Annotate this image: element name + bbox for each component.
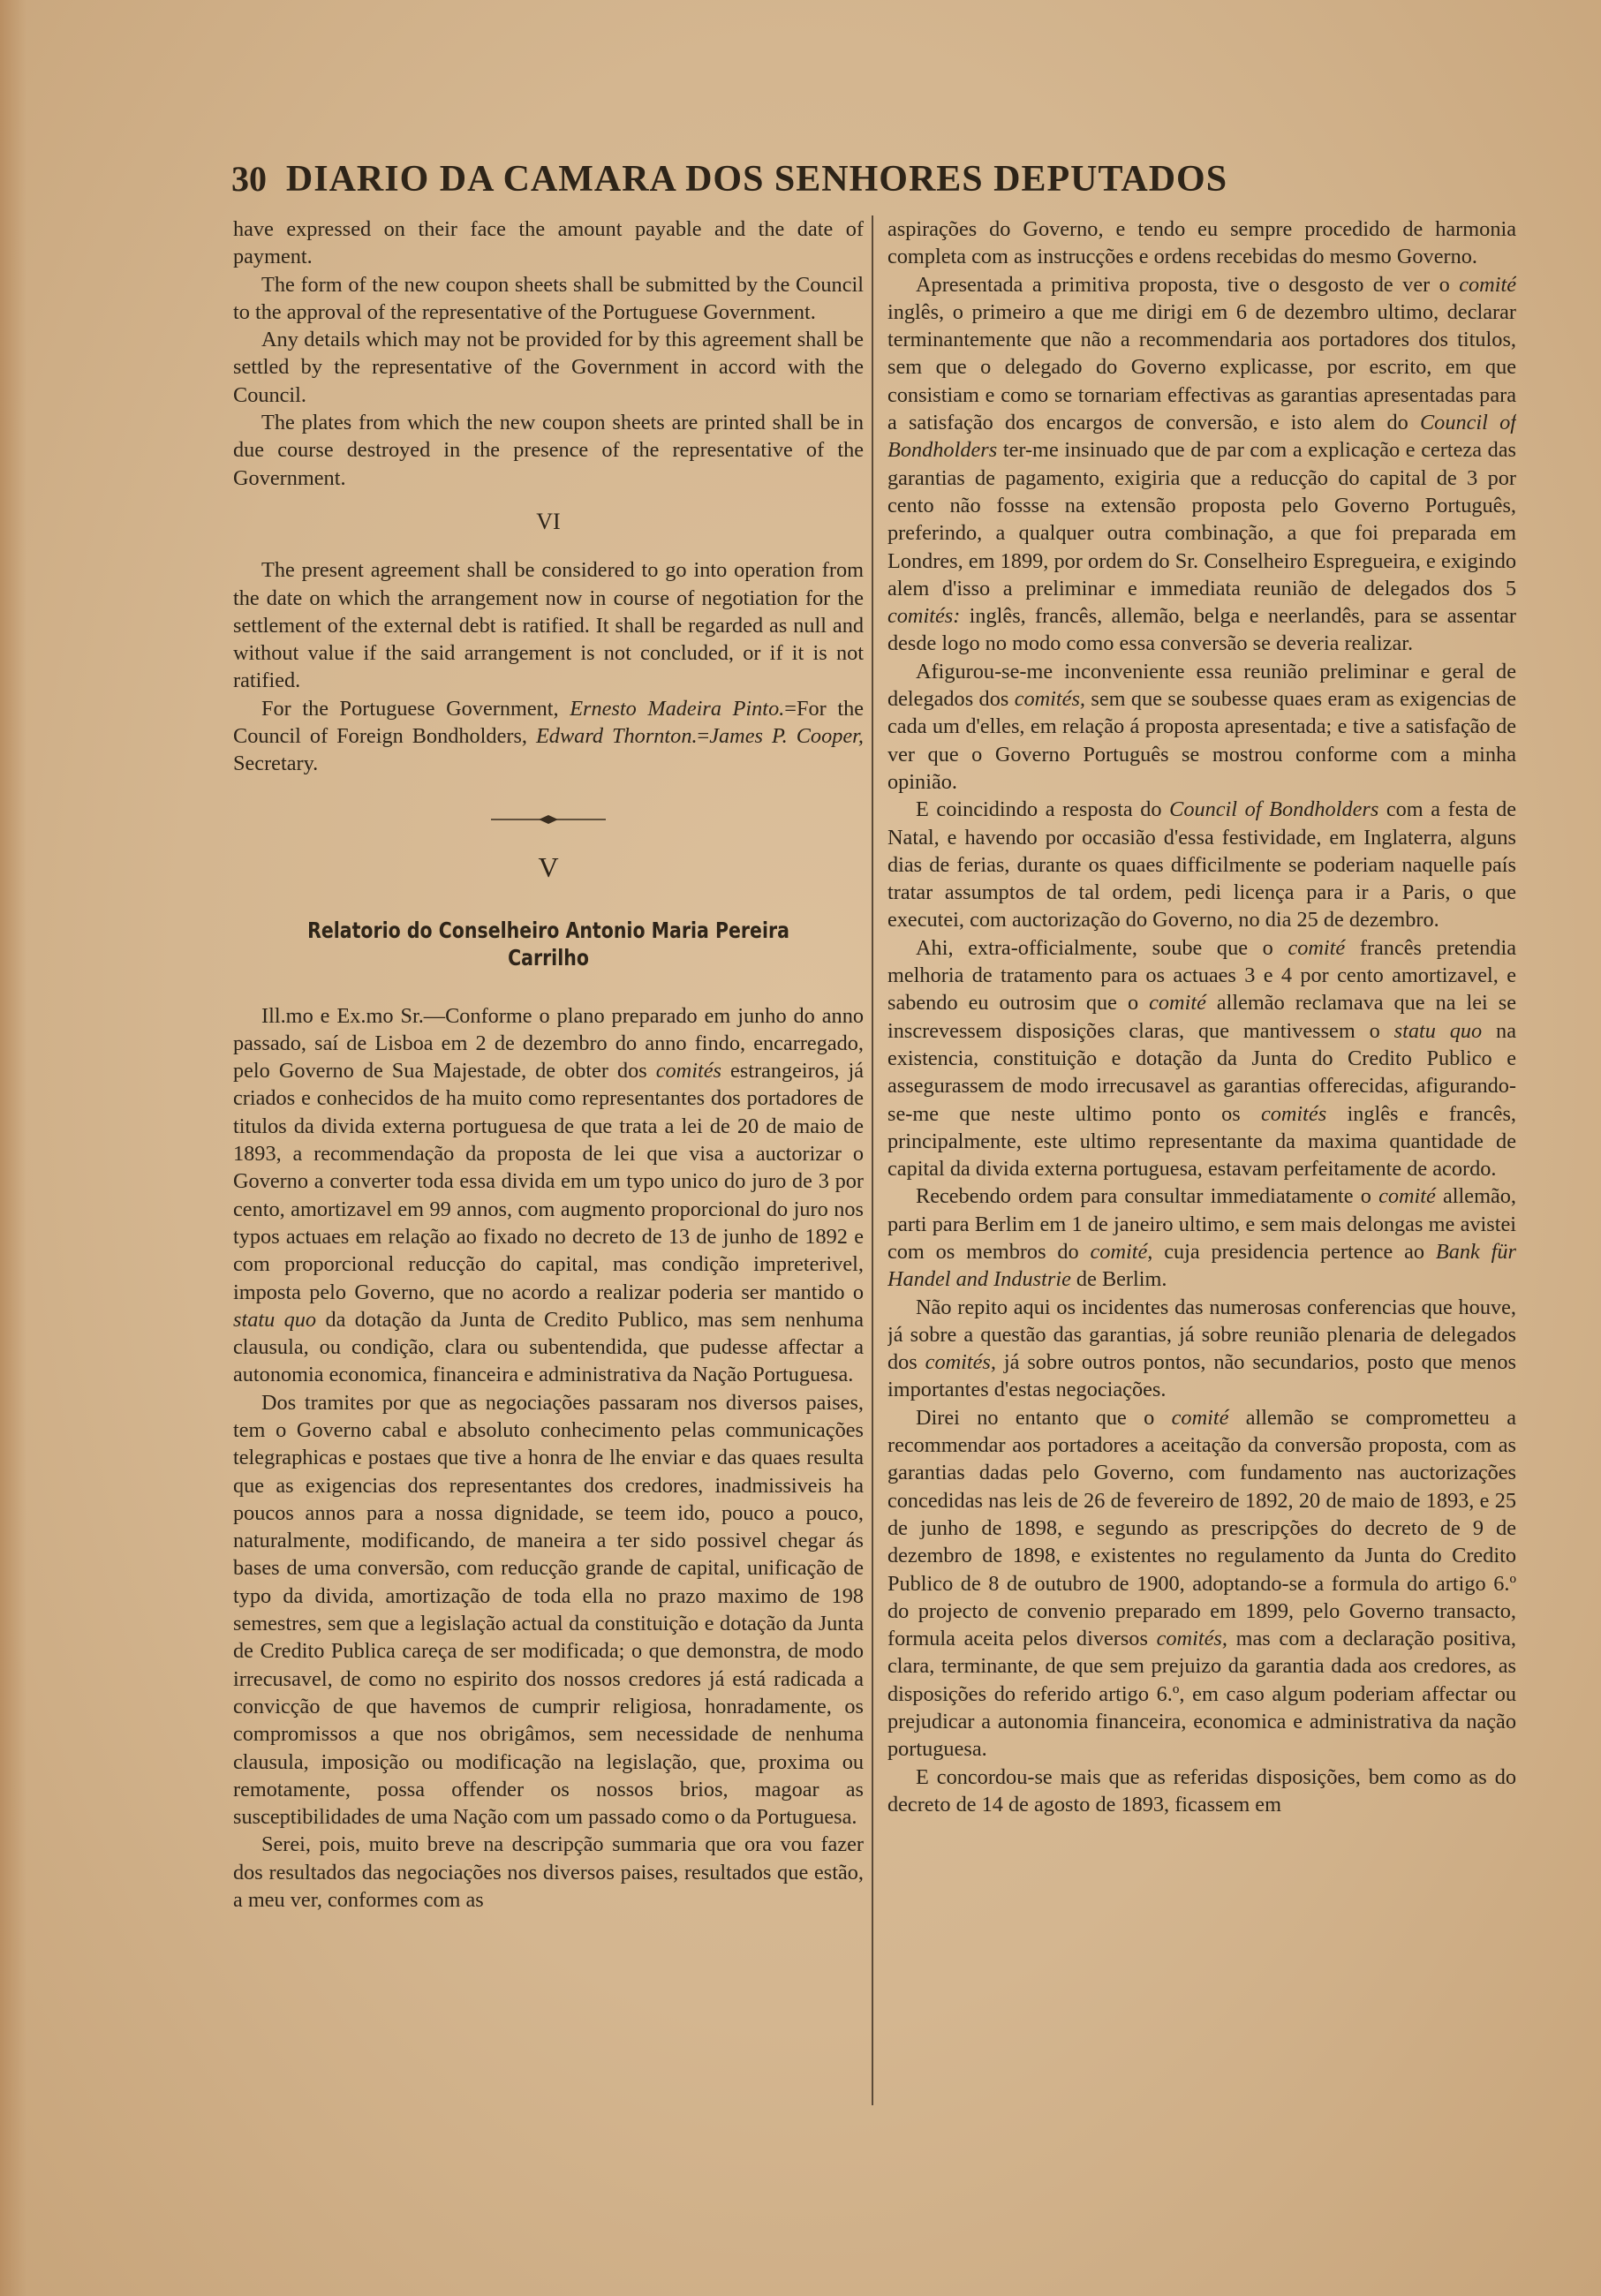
text-run: inglês e francês, principalmente, este ultimo representante da maxima quantidade de capital da divida externa portuguesa, estavam perfeitamente de acordo. bbox=[887, 1101, 1516, 1182]
italic-term: comités: bbox=[887, 604, 961, 629]
ornament-divider bbox=[491, 813, 606, 826]
paragraph: E concordou-se mais que as referidas disposições, bem como as do decreto de 14 de agosto de 1893, ficassem em bbox=[887, 1764, 1516, 1816]
italic-term: comité, bbox=[1090, 1239, 1153, 1264]
paragraph: The present agreement shall be considered to go into operation from the date on which the arrangement now in course of negotiation for the settlement of the external debt is ratified. It shall be regarded as null and without value if the said arrangement is not concluded, or if it is not ratified. bbox=[233, 558, 864, 693]
italic-term: comités, bbox=[1014, 687, 1085, 712]
signature-text: =For the Council of Foreign Bondholders, bbox=[233, 696, 864, 749]
text-run: allemão, parti para Berlim em 1 de janeiro ultimo, e sem mais delongas me avistei com os membros do bbox=[887, 1184, 1516, 1264]
right-column bbox=[887, 215, 1516, 2114]
italic-term: comités bbox=[655, 1059, 721, 1084]
paragraph bbox=[887, 1404, 1516, 1764]
paragraph bbox=[233, 1002, 864, 1389]
italic-term: comité bbox=[1288, 935, 1346, 960]
signatory-name: Ernesto Madeira Pinto. bbox=[570, 696, 785, 721]
text-run: Afigurou-se-me inconveniente essa reunião preliminar e geral de delegados dos bbox=[887, 659, 1516, 712]
italic-term: comité bbox=[1149, 991, 1206, 1016]
text-run: na existencia, constituição e dotação da Junta do Credito Publico e assegurassem de modo irrecusavel as garantias offerecidas, afigurando-se-me que neste ultimo ponto os bbox=[887, 1018, 1516, 1126]
italic-term: Council of Bondholders bbox=[887, 411, 1516, 463]
left-column bbox=[233, 215, 864, 2114]
text-run: E coincidindo a resposta do bbox=[916, 797, 1170, 822]
running-title: DIARIO DA CAMARA DOS SENHORES DEPUTADOS bbox=[285, 159, 1228, 200]
paragraph: The form of the new coupon sheets shall be submitted by the Council to the approval of the representative of the Portuguese Government. bbox=[233, 272, 864, 324]
paragraph: Dos tramites por que as negociações passaram nos diversos paises, tem o Governo cabal e absoluto conhecimento pelas communicações telegraphicas e postaes que tive a honra de lhe enviar e das quaes resulta que as exigencias dos representantes dos credores, inadmissiveis ha poucos annos para a nossa dignidade, se teem ido, pouco a pouco, naturalmente, modificando, de maneira a ter sido possivel chegar ás bases de uma conversão, com reducção grande de capital, unificação de typo da divida, amortização de toda ella no prazo maximo de 198 semestres, sem que a legislação actual da constituição e dotação da Junta de Credito Publica careça de ser modificada; o que demonstra, de modo irrecusavel, de como no espirito dos nossos credores já está radicada a convicção de que havemos de cumprir religiosa, honradamente, os compromissos a que nos obrigâmos, sem necessidade de nenhuma clausula, imposição ou modificação na legislação, que, proxima ou remotamente, possa offender os nossos brios, magoar as susceptibilidades de uma Nação com um passado como o da Portuguesa. bbox=[233, 1390, 864, 1830]
signatory-name: James P. Cooper, bbox=[709, 724, 864, 749]
italic-term: comité bbox=[1378, 1184, 1436, 1209]
text-run: já sobre outros pontos, não secundarios, posto que menos importantes d'estas negociações. bbox=[887, 1350, 1516, 1402]
italic-term: comité bbox=[1459, 272, 1516, 297]
section-number-vi: VI bbox=[536, 508, 561, 534]
section-number-v: V bbox=[538, 850, 559, 883]
italic-term: statu quo bbox=[233, 1307, 317, 1332]
italic-term: Council of Bondholders bbox=[1169, 797, 1379, 822]
paragraph bbox=[887, 934, 1516, 1183]
report-title: Relatorio do Conselheiro Antonio Maria Pereira Carrilho bbox=[307, 917, 789, 971]
paragraph: Serei, pois, muito breve na descripção summaria que ora vou fazer dos resultados das negociações nos diversos paises, resultados que estão, a meu ver, conformes com as bbox=[233, 1832, 864, 1913]
text-run: cuja presidencia pertence ao bbox=[1152, 1239, 1436, 1264]
signature-text: Secretary. bbox=[233, 751, 319, 776]
signature-text: = bbox=[697, 724, 710, 749]
column-divider bbox=[872, 215, 873, 2105]
signature-text: For the Portuguese Government, bbox=[261, 696, 570, 721]
italic-term: comité bbox=[1171, 1405, 1229, 1430]
page-header bbox=[231, 155, 1282, 208]
paragraph bbox=[887, 1182, 1516, 1293]
italic-term: statu quo bbox=[1393, 1018, 1483, 1043]
signature-paragraph bbox=[233, 695, 864, 778]
italic-term: comités, bbox=[1156, 1627, 1227, 1651]
page-edge-shadow bbox=[0, 0, 26, 2296]
paragraph bbox=[887, 796, 1516, 933]
text-run: Direi no entanto que o bbox=[916, 1405, 1172, 1430]
text-run: Não repito aqui os incidentes das numerosas conferencias que houve, já sobre a questão das garantias, já sobre reunião plenaria de delegados dos bbox=[887, 1295, 1516, 1375]
signatory-name: Edward Thornton. bbox=[535, 724, 698, 749]
paragraph bbox=[887, 1294, 1516, 1404]
paragraph bbox=[887, 658, 1516, 796]
text-run: Ahi, extra-officialmente, soube que o bbox=[916, 935, 1288, 960]
text-run: allemão reclamava que na lei se inscrevessem disposições claras, que mantivessem o bbox=[887, 991, 1516, 1043]
page-number: 30 bbox=[231, 159, 267, 199]
text-run: da dotação da Junta de Credito Publico, mas sem nenhuma clausula, ou condição, clara ou subentendida, que pudesse affectar a autonomia economica, financeira e administrativa da Nação Portuguesa. bbox=[233, 1307, 864, 1387]
text-run: inglês, o primeiro a que me dirigi em 6 de dezembro ultimo, declarar terminantemente que não a recommendaria aos portadores dos titulos, sem que o delegado do Governo explicasse, por escrito, em que consistiam e como se tornariam effectivas as garantias apresentadas para a satisfação dos encargos de conversão, e isto alem do bbox=[887, 299, 1516, 435]
italic-term: comités, bbox=[925, 1350, 996, 1375]
paragraph: Any details which may not be provided for by this agreement shall be settled by the representative of the Government in accord with the Council. bbox=[233, 328, 864, 407]
paragraph: aspirações do Governo, e tendo eu sempre procedido de harmonia completa com as instrucções e ordens recebidas do mesmo Governo. bbox=[887, 217, 1516, 269]
text-run: francês pretendia melhoria de tratamento para os actuaes 3 e 4 por cento amortizavel, e sabendo eu outrosim que o bbox=[887, 935, 1516, 1016]
text-run: Recebendo ordem para consultar immediatamente o bbox=[916, 1184, 1379, 1209]
text-run: estrangeiros, já criados e conhecidos de ha muito como representantes dos portadores de titulos da divida externa portuguesa de que trata a lei de 20 de maio de 1893, a recommendação da proposta de lei que visa a auctorizar o Governo a converter toda essa divida em um typo unico do juro de 3 por cento, amortizavel em 99 annos, com augmento proporcional do juro nos typos actuaes em relação ao fixado no decreto de 13 de junho de 1892 e com proporcional reducção do capital, mas condição impreterivel, imposta pelo Governo, que no acordo a realizar poderia ser mantido o bbox=[233, 1059, 864, 1304]
text-run: Ill.mo e Ex.mo Sr.—Conforme o plano preparado em junho do anno passado, saí de Lisboa em 2 de dezembro do anno findo, encarregado, pelo Governo de Sua Majestade, de obter dos bbox=[233, 1003, 864, 1084]
italic-term: Bank für Handel and Industrie bbox=[887, 1239, 1516, 1292]
italic-term: comités bbox=[1260, 1101, 1327, 1126]
paragraph: have expressed on their face the amount payable and the date of payment. bbox=[233, 217, 864, 269]
text-run: ter-me insinuado que de par com a explicação e certeza das garantias de pagamento, exigiria que a reducção do capital de 3 por cento não fossse na extensão proposta pelo Governo Português, preferindo, a qualquer outra combinação, a que foi preparada em Londres, em 1899, por ordem do Sr. Conselheiro Espregueira, e exigindo alem d'isso a preliminar e immediata reunião de delegados dos 5 bbox=[887, 438, 1516, 600]
text-run: inglês, francês, allemão, belga e neerlandês, para se assentar desde logo no modo como essa conversão se deveria realizar. bbox=[887, 604, 1516, 656]
text-run: de Berlim. bbox=[1070, 1267, 1167, 1292]
paragraph bbox=[887, 271, 1516, 658]
text-run: allemão se comprometteu a recommendar aos portadores a aceitação da conversão proposta, com as garantias dadas pelo Governo, com fundamento nas auctorizações concedidas nas leis de 26 de fevereiro de 1892, 20 de maio de 1893, e 25 de junho de 1898, e segundo as prescripções do decreto de 9 de dezembro de 1898, e existentes no regulamento da Junta do Credito Publico de 8 de outubro de 1900, adoptando-se a formula do artigo 6.º do projecto de convenio preparado em 1899, pelo Governo transacto, formula aceita pelos diversos bbox=[887, 1405, 1516, 1651]
text-run: sem que se soubesse quaes eram as exigencias de cada um d'elles, em relação á proposta apresentada; e tive a satisfação de ver que o Governo Português se mostrou conforme com a minha opinião. bbox=[887, 687, 1516, 794]
text-run: com a festa de Natal, e havendo por occasião d'essa festividade, em Inglaterra, alguns dias de ferias, durante os quaes difficilmente se poderiam naquelle país tratar assumptos de tal ordem, pedi licença para ir a Paris, o que executei, com auctorização do Governo, no dia 25 de dezembro. bbox=[887, 797, 1516, 933]
text-run: Apresentada a primitiva proposta, tive o desgosto de ver o bbox=[916, 272, 1460, 297]
paragraph: The plates from which the new coupon sheets are printed shall be in due course destroyed in the presence of the representative of the Government. bbox=[233, 411, 864, 490]
text-run: mas com a declaração positiva, clara, terminante, de que sem prejuizo da garantia dada aos credores, as disposições do referido artigo 6.º, em caso algum poderiam affectar ou prejudicar a autonomia financeira, economica e administrativa da nação portuguesa. bbox=[887, 1627, 1516, 1762]
